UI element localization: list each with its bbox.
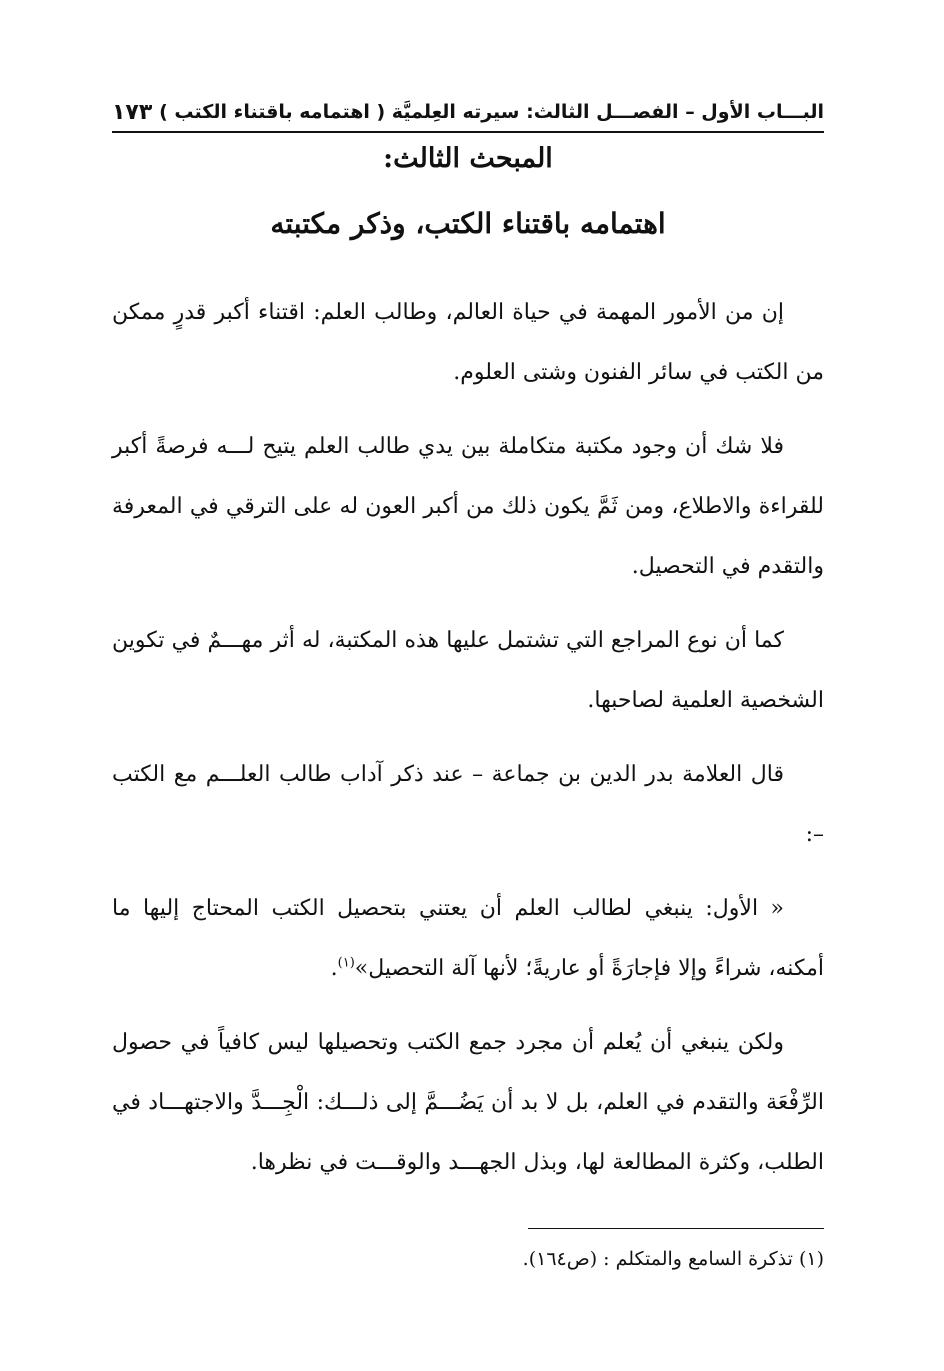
running-header-title: البـــاب الأول – الفصـــل الثالث: سيرته العِلميَّة ( اهتمامه باقتناء الكتب ) xyxy=(159,101,824,123)
paragraph-6: ولكن ينبغي أن يُعلم أن مجرد جمع الكتب وتحصيلها ليس كافياً في حصول الرِّفْعَة والتقدم في العلم، بل لا بد أن يَضُـــمَّ إلى ذلـــك: الْجِـــدَّ والاجتهـــاد في الطلب، وكثرة المطالعة لها، وبذل الجهـــد والوقـــت في نظرها. xyxy=(112,1030,824,1175)
paragraph-2: فلا شك أن وجود مكتبة متكاملة بين يدي طالب العلم يتيح لـــه فرصةً أكبر للقراءة والاطلاع، ومن ثَمَّ يكون ذلك من أكبر العون له على الترقي في المعرفة والتقدم في التحصيل. xyxy=(112,434,824,579)
paragraph-4: قال العلامة بدر الدين بن جماعة – عند ذكر آداب طالب العلـــم مع الكتب –: xyxy=(112,762,824,847)
section-subtitle: اهتمامه باقتناء الكتب، وذكر مكتبته xyxy=(270,207,666,240)
footnote-rule xyxy=(528,1228,824,1229)
paragraph-3: كما أن نوع المراجع التي تشتمل عليها هذه المكتبة، له أثر مهـــمٌ في تكوين الشخصية العلمية لصاحبها. xyxy=(112,628,824,713)
footnote: (١) تذكرة السامع والمتكلم : (ص١٦٤). xyxy=(522,1248,824,1270)
quotation-end: . xyxy=(330,956,338,981)
body-text xyxy=(112,283,824,1207)
running-header xyxy=(112,92,824,132)
footnote-reference: (١) xyxy=(337,955,355,971)
paragraph-5 xyxy=(112,879,824,999)
header-rule xyxy=(112,131,824,133)
paragraph-1: إن من الأمور المهمة في حياة العالم، وطالب العلم: اقتناء أكبر قدرٍ ممكن من الكتب في سائر الفنون وشتى العلوم. xyxy=(112,300,824,385)
section-title: المبحث الثالث: xyxy=(383,143,553,174)
quotation-text: « الأول: ينبغي لطالب العلم أن يعتني بتحصيل الكتب المحتاج إليها ما أمكنه، شراءً وإلا فإجارَةً أو عاريةً؛ لأنها آلة التحصيل» xyxy=(112,896,824,981)
page-number: ١٧٣ xyxy=(112,99,153,125)
